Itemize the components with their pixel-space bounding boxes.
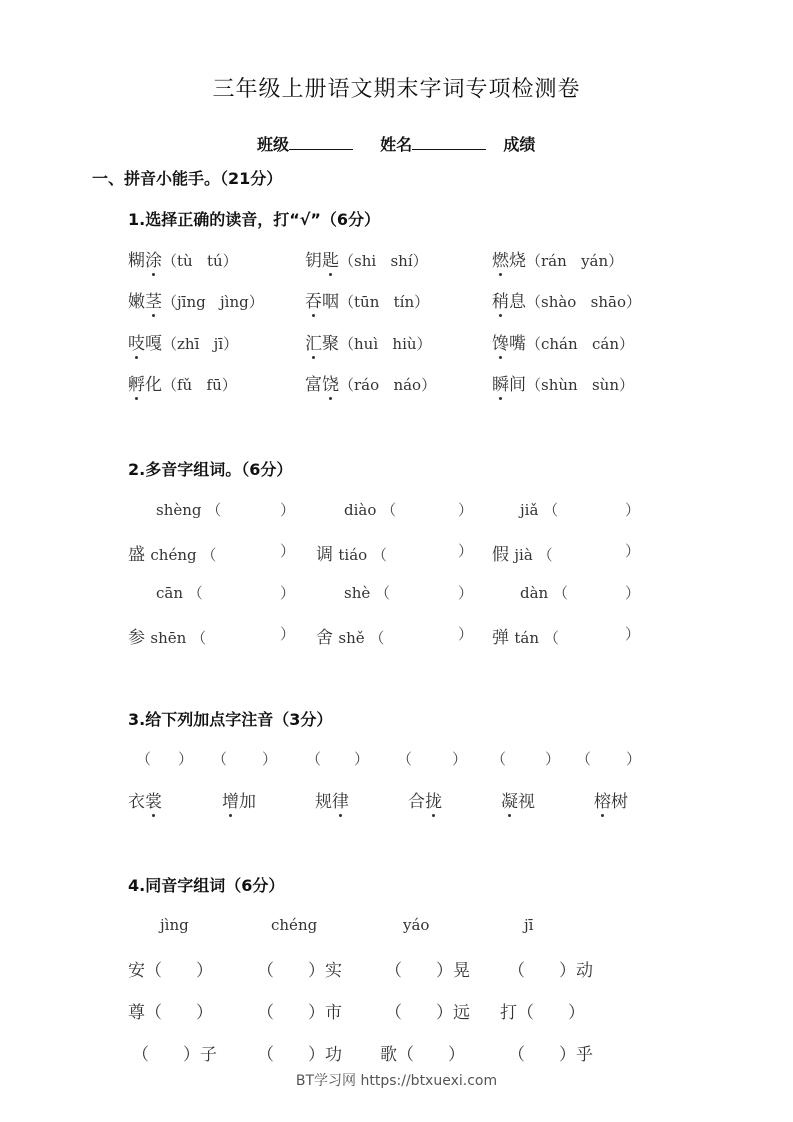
q3-close-paren: ） xyxy=(178,750,194,768)
q2-pinyin: chéng xyxy=(150,546,202,564)
q1-options[interactable]: （shào shāo） xyxy=(526,293,641,311)
section-1-heading: 一、拼音小能手。（21分） xyxy=(92,169,283,188)
q2-answer-blank[interactable]: （ xyxy=(543,501,559,519)
q1-item xyxy=(492,370,634,395)
q1-word xyxy=(492,375,526,395)
q3-item xyxy=(222,787,256,812)
q2-close-paren: ） xyxy=(625,501,641,519)
q2-top-reading xyxy=(344,582,390,603)
q3-item xyxy=(128,787,162,812)
q3-answer-blank[interactable]: （ xyxy=(306,750,322,768)
q2-close-paren: ） xyxy=(458,501,474,519)
dotted-char: 匙 xyxy=(322,246,339,271)
q2-answer-blank[interactable]: （ xyxy=(375,584,391,602)
q2-char: 假 xyxy=(492,545,515,565)
q2-pinyin: cān xyxy=(156,584,188,602)
q3-answer-blank[interactable]: （ xyxy=(212,750,228,768)
q2-close-paren: ） xyxy=(625,625,641,643)
dotted-char: 茎 xyxy=(145,287,162,312)
q4-blank-word[interactable]: （ ）市 xyxy=(257,1003,342,1023)
char: 加 xyxy=(239,792,256,812)
q2-pinyin: dàn xyxy=(520,584,553,602)
q1-word xyxy=(305,334,339,354)
q4-blank-word[interactable]: 歌（ ） xyxy=(380,1045,465,1065)
q3-word xyxy=(128,792,162,812)
q1-word xyxy=(128,251,162,271)
q1-word xyxy=(128,375,162,395)
q2-close-paren: ） xyxy=(625,542,641,560)
q1-item xyxy=(492,287,641,312)
char: 钥 xyxy=(305,251,322,271)
q3-heading: 3.给下列加点字注音（3分） xyxy=(128,710,333,729)
q2-top-reading xyxy=(520,582,568,603)
q2-close-paren: ） xyxy=(280,501,296,519)
q1-options[interactable]: （fǔ fū） xyxy=(162,376,237,394)
q2-top-reading xyxy=(156,582,203,603)
q3-item xyxy=(408,787,442,812)
q1-item xyxy=(492,246,623,271)
q4-blank-word[interactable]: 尊（ ） xyxy=(128,1003,213,1023)
dotted-char: 饶 xyxy=(322,370,339,395)
q3-close-paren: ） xyxy=(452,750,468,768)
q3-answer-blank[interactable]: （ xyxy=(491,750,507,768)
q4-blank-word[interactable]: （ ）动 xyxy=(508,961,593,981)
score-label: 成绩 xyxy=(503,135,536,154)
q2-bottom-reading xyxy=(316,540,387,565)
q1-word xyxy=(128,292,162,312)
q1-options[interactable]: （tūn tín） xyxy=(339,293,430,311)
dotted-char: 律 xyxy=(332,787,349,812)
q2-pinyin: shèng xyxy=(156,501,207,519)
q2-bottom-reading xyxy=(492,623,559,648)
q4-blank-word[interactable]: （ ）实 xyxy=(257,961,342,981)
q1-options[interactable]: （shi shí） xyxy=(339,252,428,270)
q2-char: 盛 xyxy=(128,545,151,565)
student-info xyxy=(257,132,535,155)
dotted-char: 裳 xyxy=(145,787,162,812)
q2-pinyin: jiǎ xyxy=(520,501,544,519)
q4-pinyin: jìng xyxy=(160,916,189,934)
q3-item xyxy=(501,787,535,812)
q2-top-reading xyxy=(344,499,396,520)
q2-answer-blank[interactable]: （ xyxy=(371,546,387,564)
q1-item xyxy=(492,329,634,354)
char: 树 xyxy=(611,792,628,812)
q2-answer-blank[interactable]: （ xyxy=(543,629,559,647)
q4-blank-word[interactable]: 安（ ） xyxy=(128,961,213,981)
class-label: 班级 xyxy=(257,135,290,154)
q1-options[interactable]: （jīng jìng） xyxy=(162,293,264,311)
dotted-char: 凝 xyxy=(501,787,518,812)
char: 衣 xyxy=(128,792,145,812)
q1-options[interactable]: （chán cán） xyxy=(526,335,634,353)
q2-close-paren: ） xyxy=(280,584,296,602)
q1-options[interactable]: （huì hiù） xyxy=(339,335,432,353)
dotted-char: 吱 xyxy=(128,329,145,354)
q2-pinyin: jià xyxy=(514,546,538,564)
q2-answer-blank[interactable]: （ xyxy=(381,501,397,519)
dotted-char: 吞 xyxy=(305,287,322,312)
q1-item xyxy=(128,370,237,395)
char: 视 xyxy=(518,792,535,812)
q1-word xyxy=(128,334,162,354)
q3-word xyxy=(222,792,256,812)
char: 聚 xyxy=(322,334,339,354)
q4-heading: 4.同音字组词（6分） xyxy=(128,876,285,895)
q1-options[interactable]: （tù tú） xyxy=(162,252,238,270)
q3-word xyxy=(315,792,349,812)
q1-word xyxy=(305,292,339,312)
q1-item xyxy=(305,287,429,312)
q3-close-paren: ） xyxy=(354,750,370,768)
q2-bottom-reading xyxy=(128,540,216,565)
q1-item xyxy=(128,329,238,354)
q2-answer-blank[interactable]: （ xyxy=(537,546,553,564)
char: 嘎 xyxy=(145,334,162,354)
q3-answer-blank[interactable]: （ xyxy=(576,750,592,768)
q2-pinyin: shēn xyxy=(150,629,192,647)
q3-word xyxy=(501,792,535,812)
q2-close-paren: ） xyxy=(458,584,474,602)
char: 息 xyxy=(509,292,526,312)
q2-answer-blank[interactable]: （ xyxy=(552,584,568,602)
q2-bottom-reading xyxy=(128,623,206,648)
q1-item xyxy=(305,246,428,271)
q2-bottom-reading xyxy=(492,540,553,565)
char: 富 xyxy=(305,375,322,395)
q1-word xyxy=(305,251,339,271)
q1-options[interactable]: （rán yán） xyxy=(526,252,624,270)
q2-close-paren: ） xyxy=(280,625,296,643)
q3-answer-blank[interactable]: （ xyxy=(136,750,152,768)
q2-char: 弹 xyxy=(492,628,515,648)
char: 嘴 xyxy=(509,334,526,354)
q1-word xyxy=(492,334,526,354)
dotted-char: 稍 xyxy=(492,287,509,312)
dotted-char: 榕 xyxy=(594,787,611,812)
q2-char: 参 xyxy=(128,628,151,648)
q3-item xyxy=(594,787,628,812)
q4-blank-word[interactable]: （ ）子 xyxy=(132,1045,217,1065)
q4-blank-word[interactable]: （ ）晃 xyxy=(385,961,470,981)
q1-word xyxy=(492,251,526,271)
q1-heading: 1.选择正确的读音，打“√”（6分） xyxy=(128,210,381,229)
dotted-char: 汇 xyxy=(305,329,322,354)
char: 咽 xyxy=(322,292,339,312)
q3-answer-blank[interactable]: （ xyxy=(397,750,413,768)
char: 合 xyxy=(408,792,425,812)
q4-blank-word[interactable]: （ ）远 xyxy=(385,1003,470,1023)
q2-pinyin: tán xyxy=(514,629,544,647)
q3-item xyxy=(315,787,349,812)
char: 化 xyxy=(145,375,162,395)
char: 嫩 xyxy=(128,292,145,312)
q1-item xyxy=(305,370,436,395)
q2-close-paren: ） xyxy=(280,542,296,560)
q2-answer-blank[interactable]: （ xyxy=(187,584,203,602)
q2-top-reading xyxy=(156,499,221,520)
dotted-char: 瞬 xyxy=(492,370,509,395)
q1-word xyxy=(305,375,339,395)
dotted-char: 孵 xyxy=(128,370,145,395)
dotted-char: 增 xyxy=(222,787,239,812)
q4-pinyin: yáo xyxy=(403,916,430,934)
q2-answer-blank[interactable]: （ xyxy=(191,629,207,647)
q4-blank-word[interactable]: （ ）功 xyxy=(257,1045,342,1065)
q4-pinyin: jī xyxy=(524,916,534,934)
q2-bottom-reading xyxy=(316,623,384,648)
q2-answer-blank[interactable]: （ xyxy=(206,501,222,519)
q2-pinyin: shè xyxy=(344,584,376,602)
q2-top-reading xyxy=(520,499,558,520)
q1-item xyxy=(128,287,264,312)
q2-pinyin: tiáo xyxy=(338,546,372,564)
dotted-char: 馋 xyxy=(492,329,509,354)
char: 烧 xyxy=(509,251,526,271)
dotted-char: 拢 xyxy=(425,787,442,812)
q2-answer-blank[interactable]: （ xyxy=(369,629,385,647)
q2-pinyin: diào xyxy=(344,501,382,519)
q3-word xyxy=(594,792,628,812)
q3-close-paren: ） xyxy=(626,750,642,768)
q2-close-paren: ） xyxy=(458,625,474,643)
q4-pinyin: chéng xyxy=(271,916,318,934)
q2-char: 调 xyxy=(316,545,339,565)
q1-options[interactable]: （shùn sùn） xyxy=(526,376,635,394)
name-label: 姓名 xyxy=(380,135,413,154)
q1-word xyxy=(492,292,526,312)
q2-answer-blank[interactable]: （ xyxy=(201,546,217,564)
q3-close-paren: ） xyxy=(262,750,278,768)
dotted-char: 涂 xyxy=(145,246,162,271)
q1-item xyxy=(305,329,432,354)
name-blank[interactable] xyxy=(412,135,486,150)
q4-blank-word[interactable]: （ ）乎 xyxy=(508,1045,593,1065)
q2-pinyin: shě xyxy=(338,629,370,647)
char: 糊 xyxy=(128,251,145,271)
page-title: 三年级上册语文期末字词专项检测卷 xyxy=(212,77,581,102)
q2-heading: 2.多音字组词。（6分） xyxy=(128,460,293,479)
dotted-char: 燃 xyxy=(492,246,509,271)
char: 规 xyxy=(315,792,332,812)
q1-item xyxy=(128,246,238,271)
q3-close-paren: ） xyxy=(545,750,561,768)
q2-close-paren: ） xyxy=(625,584,641,602)
q2-char: 舍 xyxy=(316,628,339,648)
q2-close-paren: ） xyxy=(458,542,474,560)
q3-word xyxy=(408,792,442,812)
q4-blank-word[interactable]: 打（ ） xyxy=(500,1003,585,1023)
q1-options[interactable]: （zhī jī） xyxy=(162,335,239,353)
class-blank[interactable] xyxy=(289,135,353,150)
q1-options[interactable]: （ráo náo） xyxy=(339,376,437,394)
char: 间 xyxy=(509,375,526,395)
footer-watermark: BT学习网 https://btxuexi.com xyxy=(295,1073,498,1089)
